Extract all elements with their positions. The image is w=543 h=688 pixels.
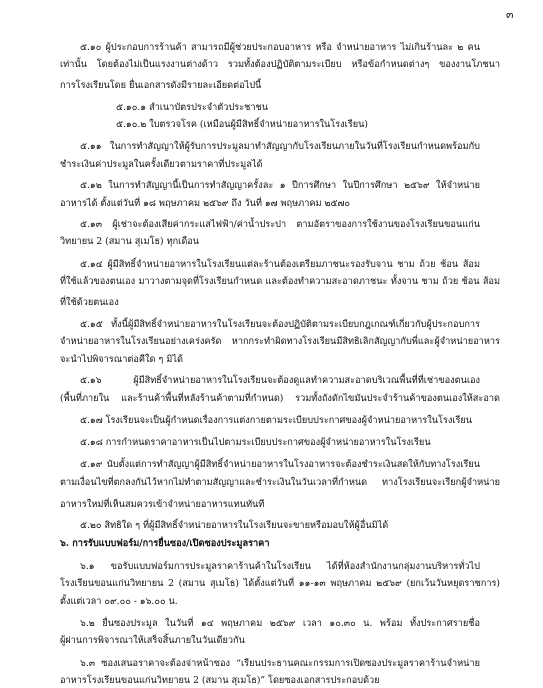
text-line: ๕.๑๘ การกำหนดราคาอาหารเป็นไปตามระเบียบประกาศของผู้จำหน่ายอาหารในโรงเรียน: [80, 437, 431, 448]
text-line: ๕.๑๒ ในการทำสัญญานี้เป็นการทำสัญญาครั้งละ ๑ ปีการศึกษา ในปีการศึกษา ๒๕๖๙ ให้จำหน่าย: [80, 180, 480, 191]
text-line: โรงเรียนขอนแก่นวิทยายน 2 (สมาน สุเมโธ) ได้ตั้งแต่วันที่ ๑๑-๑๓ พฤษภาคม ๒๕๖๙ (ยกเว้นวันหยุดราชการ): [60, 578, 500, 589]
text-line: ที่ใช้แล้วของตนเอง มาวางตามจุดที่โรงเรียนกำหนด และต้องทำความสะอาดภาชนะ ทั้งจาน ชาม ถ้วย ช้อน ส้อม: [60, 276, 500, 287]
text-line: เท่านั้น โดยต้องไม่เป็นแรงงานต่างด้าว รวมทั้งต้องปฏิบัติตามระเบียบ หรือข้อกำหนดต่างๆ ของงานโภชนา: [60, 59, 500, 70]
text-line: จำหน่ายอาหารในโรงเรียนอย่างเคร่งครัด หากกระทำผิดทางโรงเรียนมีสิทธิเลิกสัญญากับพี่และผู้จำหน่ายอาหาร: [60, 336, 500, 347]
text-line: ชำระเงินค่าประมูลในครั้งเดียวตามราคาที่ประมูลได้: [60, 159, 263, 170]
text-line: อาหารได้ ตั้งแต่วันที่ ๑๘ พฤษภาคม ๒๕๖๙ ถึง วันที่ ๑๗ พฤษภาคม ๒๕๗๐: [60, 198, 351, 209]
text-line: ๕.๑๐.๒ ใบตรวจโรค (เหมือนผู้มีสิทธิ์จำหน่ายอาหารในโรงเรียน): [116, 119, 368, 130]
text-line: ๕.๑๙ นับตั้งแต่การทำสัญญาผู้มีสิทธิ์จำหน่ายอาหารในโรงอาหารจะต้องชำระเงินสดให้กับทางโรงเรียน: [80, 459, 480, 470]
text-line: ๕.๑๑ ในการทำสัญญาให้ผู้รับการประมูลมาทำสัญญากับโรงเรียนภายในวันที่โรงเรียนกำหนดพร้อมกับ: [80, 141, 480, 152]
text-line: ผู้ผ่านการพิจารณาให้เสร็จสิ้นภายในวันเดียวกัน: [60, 635, 245, 646]
text-line: อาหารใหม่ที่เห็นสมควรเข้าจำหน่ายอาหารแทนทันที: [60, 499, 265, 510]
text-line: ตั้งแต่เวลา ๐๙.๐๐ - ๑๖.๐๐ น.: [60, 596, 178, 607]
text-line: ๖.๒ ยื่นซองประมูล ในวันที่ ๑๔ พฤษภาคม ๒๕๖๙ เวลา ๑๐.๓๐ น. พร้อม ทั้งประกาศรายชื่อ: [80, 618, 480, 629]
text-line: ๖.๓ ซองเสนอราคาจะต้องจ่าหน้าซอง “เรียนประธานคณะกรรมการเปิดซองประมูลราคาร้านจำหน่าย: [80, 658, 480, 669]
text-line: วิทยายน 2 (สมาน สุเมโธ) ทุกเดือน: [60, 236, 200, 247]
text-line: ๕.๑๖ ผู้มีสิทธิ์จำหน่ายอาหารในโรงเรียนจะต้องดูแลทำความสะอาดบริเวณพื้นที่ที่เช่าของตนเอง: [80, 375, 480, 386]
text-line: ที่ใช้ด้วยตนเอง: [60, 297, 119, 308]
text-line: ๕.๑๓ ผู้เช่าจะต้องเสียค่ากระแสไฟฟ้า/ค่าน้ำประปา ตามอัตราของการใช้งานของโรงเรียนขอนแก่น: [80, 219, 480, 230]
text-line: ๕.๑๐.๑ สำเนาบัตรประจำตัวประชาชน: [116, 102, 269, 113]
text-line: ๕.๑๗ โรงเรียนจะเป็นผู้กำหนดเรื่องการแต่งกายตามระเบียบประกาศของผู้จำหน่ายอาหารในโรงเรียน: [80, 415, 473, 426]
text-line: ๕.๒๐ สิทธิใด ๆ ที่ผู้มีสิทธิ์จำหน่ายอาหารในโรงเรียนจะขายหรือมอบให้ผู้อื่นมิได้: [80, 520, 389, 531]
text-line: ๕.๑๔ ผู้มีสิทธิ์จำหน่ายอาหารในโรงเรียนแต่ละร้านต้องเตรียมภาชนะรองรับจาน ชาม ถ้วย ช้อน ส้อม: [80, 259, 480, 270]
text-line: ๖.๑ ขอรับแบบฟอร์มการประมูลราคาร้านค้าในโรงเรียน ได้ที่ห้องสำนักงานกลุ่มงานบริหารทั่วไป: [80, 561, 480, 572]
text-line: ตามเงื่อนไขที่ตกลงกันไว้หากไม่ทำตามสัญญาและชำระเงินในวันเวลาที่กำหนด ทางโรงเรียนจะเรียกผู้จำหน่าย: [60, 477, 500, 488]
text-line: ๕.๑๐ ผู้ประกอบการร้านค้า สามารถมีผู้ช่วยประกอบอาหาร หรือ จำหน่ายอาหาร ไม่เกินร้านละ ๒ คน: [80, 42, 480, 53]
section-heading: ๖. การรับแบบฟอร์ม/การยื่นซอง/เปิดซองประมูลราคา: [60, 538, 270, 549]
text-line: การโรงเรียนโดย ยื่นเอกสารดังมีรายละเอียดต่อไปนี้: [60, 80, 262, 91]
text-line: (พื้นที่ภายใน และร้านค้าพื้นที่หลังร้านค้าตามที่กำหนด) รวมทั้งถังดักไขมันประจำร้านค้าของตนเองให้สะอาด: [60, 393, 500, 404]
page-number: ๓: [506, 8, 514, 21]
text-line: จะนำไปพิจารณาต่อคีใด ๆ มิได้: [60, 354, 183, 365]
text-line: อาหารโรงเรียนขอนแก่นวิทยายน 2 (สมาน สุเมโธ)” โดยซองเอกสารประกอบด้วย: [60, 675, 380, 686]
text-line: ๕.๑๕ ทั้งนี้ผู้มีสิทธิ์จำหน่ายอาหารในโรงเรียนจะต้องปฏิบัติตามระเบียบกฎเกณฑ์เกี่ยวกับผู้ประกอบการ: [80, 319, 480, 330]
